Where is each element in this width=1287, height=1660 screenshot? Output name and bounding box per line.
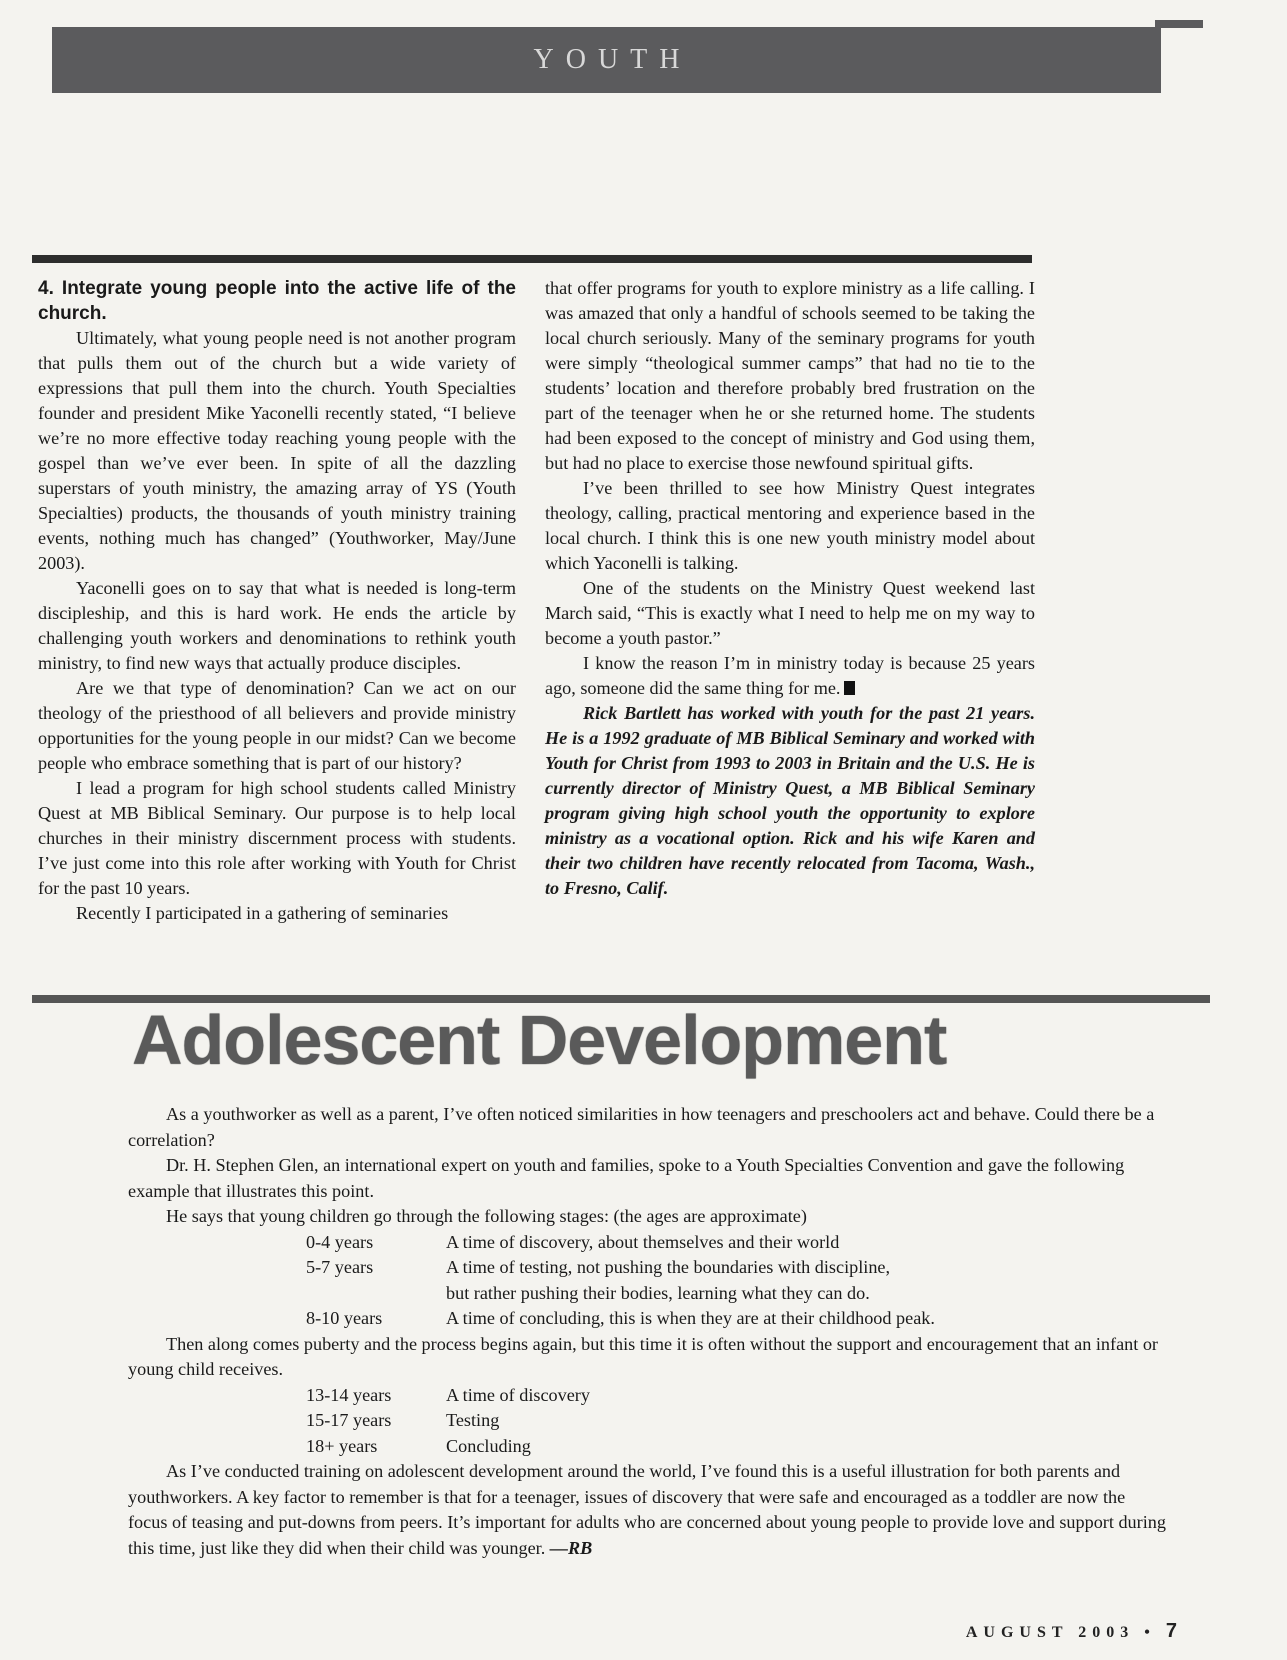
stage-age: 5-7 years [306, 1257, 374, 1277]
stage-description: Testing [446, 1410, 500, 1430]
section-label: YOUTH [533, 44, 692, 75]
stage-row [128, 1434, 1168, 1460]
page-footer [966, 1620, 1177, 1643]
stage-description: A time of concluding, this is when they are at their childhood peak. [446, 1308, 935, 1328]
stage-description: A time of discovery [446, 1384, 590, 1405]
article-paragraph: Ultimately, what young people need is not another program that pulls them out of the church but a wide variety of expressions that pull them into the church. Youth Specialties founder and president Mike Yaconelli recently stated, “I believe we’re no more effective today reaching young people with the gospel than we’ve ever been. In spite of all the dazzling superstars of youth ministry, the amazing array of YS (Youth Specialties) products, the thousands of youth ministry training events, nothing much has changed” (Youthworker, May/June 2003). [38, 328, 516, 573]
stage-row [128, 1383, 1168, 1409]
author-bio: Rick Bartlett has worked with youth for the past 21 years. He is a 1992 graduate of MB Biblical Seminary and worked with Youth for Christ from 1993 to 2003 in Britain and the U.S. He is currently director of Ministry Quest, a MB Biblical Seminary program giving high school youth the opportunity to explore ministry as a vocational option. Rick and his wife Karen and their two children have recently relocated from Tacoma, Wash., to Fresno, Calif. [545, 703, 1035, 898]
footer-separator: • [1144, 1624, 1156, 1641]
footer-issue: AUGUST 2003 [965, 1624, 1135, 1641]
sidebar-paragraph: Then along comes puberty and the process begins again, but this time it is often without the support and encouragement that an infant or young child receives. [128, 1333, 1158, 1379]
section-header-band [52, 27, 1161, 93]
stage-row [128, 1306, 1168, 1332]
stage-age: 13-14 years [306, 1384, 392, 1405]
end-mark-icon [844, 681, 855, 695]
article-paragraph: Yaconelli goes on to say that what is needed is long-term discipleship, and this is hard work. He ends the article by challenging youth workers and denominations to rethink youth ministry, to find new ways that actually produce disciples. [38, 578, 516, 673]
article-paragraph: Recently I participated in a gathering of seminaries [76, 903, 449, 923]
article-top-rule [32, 255, 1032, 263]
article-paragraph: One of the students on the Ministry Quest weekend last March said, “This is exactly what I need to help me on my way to become a youth pastor.” [545, 578, 1035, 648]
sidebar-paragraph: Dr. H. Stephen Glen, an international expert on youth and families, spoke to a Youth Specialties Convention and gave the following example that illustrates this point. [128, 1155, 1125, 1201]
stage-row-continuation [128, 1281, 1168, 1307]
article-paragraph: I’ve been thrilled to see how Ministry Quest integrates theology, calling, practical mentoring and experience based in the local church. I think this is one new youth ministry model about which Yaconelli is talking. [545, 478, 1035, 573]
header-tab-decoration [1155, 20, 1203, 28]
article-paragraph: that offer programs for youth to explore ministry as a life calling. I was amazed that only a handful of schools seemed to be taking the local church seriously. Many of the seminary programs for youth were simply “theological summer camps” that had no tie to the students’ location and therefore probably bred frustration on the part of the teenager when he or she returned home. The students had been exposed to the concept of ministry and God using them, but had no place to exercise those newfound spiritual gifts. [545, 278, 1035, 473]
article-left-column [38, 276, 516, 926]
sidebar-closing-paragraph [128, 1459, 1168, 1561]
article-final-paragraph [545, 651, 1035, 701]
article-paragraph: Are we that type of denomination? Can we act on our theology of the priesthood of all believers and provide ministry opportunities for the young people in our midst? Can we become people who embrace something that is part of our history? [38, 678, 516, 773]
sidebar-body [128, 1102, 1168, 1561]
stage-row [128, 1408, 1168, 1434]
article-final-text: I know the reason I’m in ministry today is because 25 years ago, someone did the same thing for me. [545, 653, 1035, 698]
sidebar-title: Adolescent Development [132, 1001, 947, 1079]
stage-description: but rather pushing their bodies, learning what they can do. [446, 1282, 870, 1303]
stage-description: A time of discovery, about themselves and their world [446, 1231, 840, 1252]
sidebar-signature: —RB [549, 1537, 593, 1558]
article-right-column [545, 276, 1035, 901]
stage-age: 18+ years [306, 1435, 378, 1456]
stage-age: 0-4 years [306, 1231, 374, 1252]
page-number: 7 [1165, 1620, 1177, 1642]
sidebar-paragraph: As a youthworker as well as a parent, I’ve often noticed similarities in how teenagers and preschoolers act and behave. Could there be a correlation? [128, 1104, 1155, 1150]
sidebar-closing-text: As I’ve conducted training on adolescent development around the world, I’ve found this is a useful illustration for both parents and youthworkers. A key factor to remember is that for a teenager, issues of discovery that were safe and encouraged as a toddler are now the focus of teasing and put-downs from peers. It’s important for adults who are concerned about young people to provide love and support during this time, just like they did when their child was younger. [128, 1461, 1166, 1558]
stage-row [128, 1230, 1168, 1256]
stage-row [128, 1255, 1168, 1281]
stage-description: A time of testing, not pushing the boundaries with discipline, [446, 1257, 891, 1277]
stage-age: 15-17 years [306, 1410, 392, 1430]
article-paragraph: I lead a program for high school students called Ministry Quest at MB Biblical Seminary. Our purpose is to help local churches in their ministry discernment process with students. I’ve just come into this role after working with Youth for Christ for the past 10 years. [38, 778, 516, 898]
stage-age: 8-10 years [306, 1308, 383, 1328]
sidebar-paragraph: He says that young children go through the following stages: (the ages are approximate) [166, 1206, 807, 1226]
stage-description: Concluding [446, 1435, 531, 1456]
article-subhead: 4. Integrate young people into the active life of the church. [38, 278, 516, 324]
